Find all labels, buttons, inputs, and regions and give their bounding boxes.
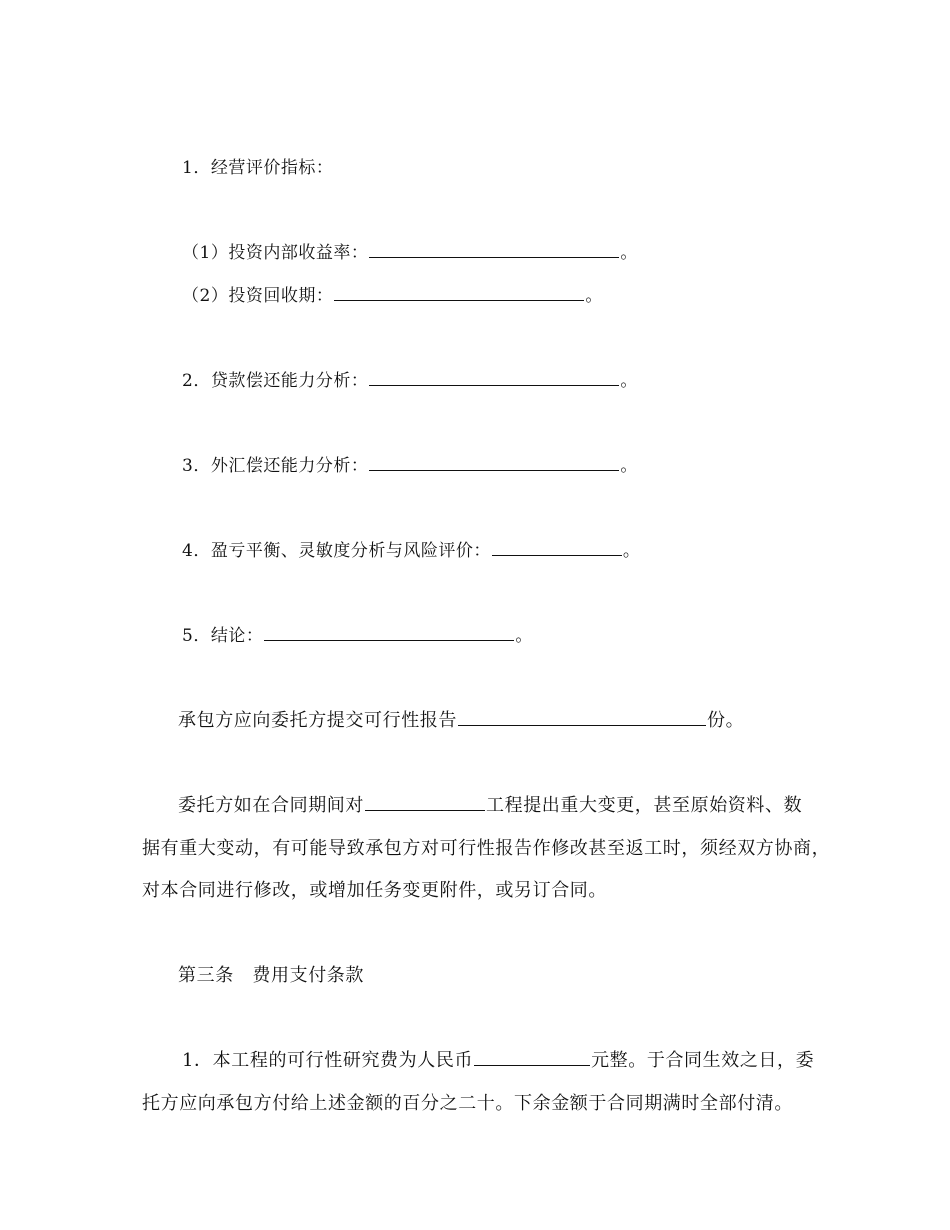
change-para-line-3 <box>142 881 607 901</box>
report-copies-prefix: 承包方应向委托方提交可行性报告 <box>178 710 457 731</box>
article-3-title <box>178 966 364 986</box>
loan-repayment-end: 。 <box>620 371 638 391</box>
breakeven-line <box>182 541 640 561</box>
loan-repayment-label: 2．贷款偿还能力分析： <box>182 371 369 391</box>
loan-repayment-blank[interactable] <box>369 371 619 386</box>
report-copies-line <box>178 711 744 731</box>
change-para-line-2 <box>142 839 830 859</box>
fee-clause-line-2 <box>142 1094 793 1114</box>
article-3-title-text: 第三条 费用支付条款 <box>178 965 364 986</box>
fee-amount-blank[interactable] <box>474 1051 590 1066</box>
conclusion-end: 。 <box>515 626 533 646</box>
conclusion-label: 5．结论： <box>182 626 264 646</box>
irr-blank[interactable] <box>369 243 619 258</box>
change-project-blank[interactable] <box>365 796 485 811</box>
irr-line <box>182 243 638 263</box>
fee-clause-line-1 <box>182 1051 814 1071</box>
section-1-heading-text: 1．经营评价指标： <box>182 158 334 178</box>
change-line-2-text: 据有重大变动，有可能导致承包方对可行性报告作修改甚至返工时，须经双方协商， <box>142 838 831 859</box>
irr-label: （1）投资内部收益率： <box>182 243 369 263</box>
breakeven-end: 。 <box>622 541 641 561</box>
section-1-heading <box>182 158 333 178</box>
loan-repayment-line <box>182 371 638 391</box>
fee-clause-line-2-text: 托方应向承包方付给上述金额的百分之二十。下余金额于合同期满时全部付清。 <box>142 1093 793 1114</box>
conclusion-blank[interactable] <box>264 626 514 641</box>
fee-clause-suffix: 元整。于合同生效之日，委 <box>591 1050 815 1071</box>
breakeven-label: 4．盈亏平衡、灵敏度分析与风险评价： <box>182 541 491 561</box>
payback-label: （2）投资回收期： <box>182 286 334 306</box>
fee-clause-prefix: 1．本工程的可行性研究费为人民币 <box>182 1050 474 1071</box>
payback-end: 。 <box>585 286 603 306</box>
conclusion-line <box>182 626 533 646</box>
payback-blank[interactable] <box>334 286 584 301</box>
report-copies-suffix: 份。 <box>707 710 745 731</box>
change-prefix: 委托方如在合同期间对 <box>178 795 364 816</box>
report-copies-blank[interactable] <box>458 711 706 726</box>
fx-repayment-line <box>182 456 638 476</box>
change-para-line-1 <box>178 796 802 816</box>
fx-repayment-end: 。 <box>620 456 638 476</box>
fx-repayment-blank[interactable] <box>369 456 619 471</box>
change-line-3-text: 对本合同进行修改，或增加任务变更附件，或另订合同。 <box>142 880 607 901</box>
change-suffix: 工程提出重大变更，甚至原始资料、数 <box>486 795 803 816</box>
fx-repayment-label: 3．外汇偿还能力分析： <box>182 456 369 476</box>
breakeven-blank[interactable] <box>492 541 622 556</box>
irr-end: 。 <box>620 243 638 263</box>
payback-line <box>182 286 603 306</box>
